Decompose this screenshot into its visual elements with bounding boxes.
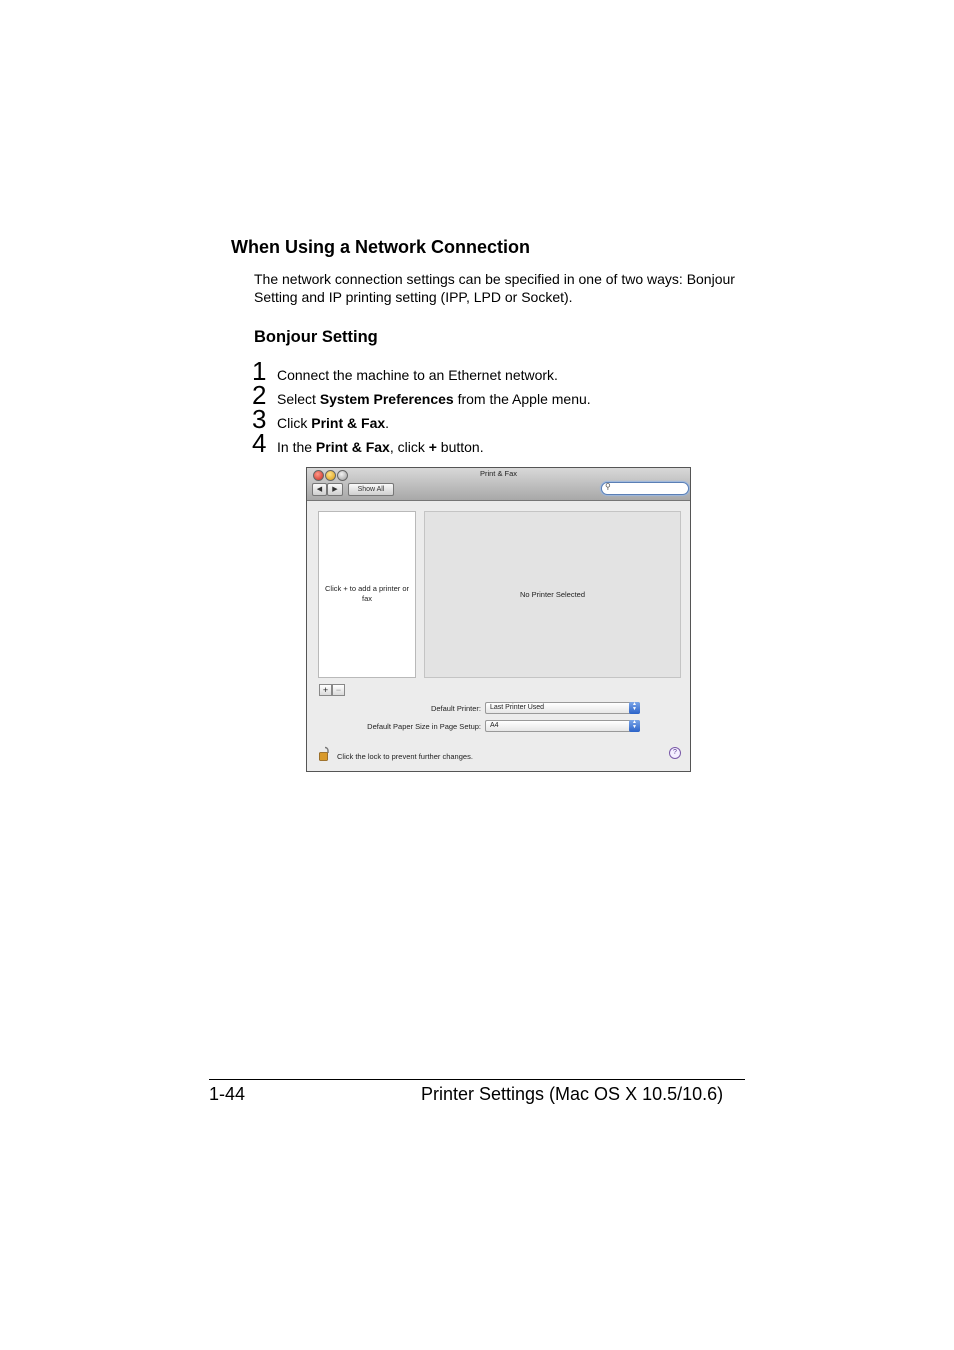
subsection-title: Bonjour Setting — [254, 328, 378, 346]
step-2 — [252, 380, 772, 412]
default-printer-popup[interactable] — [485, 702, 640, 714]
step-3 — [252, 404, 772, 436]
step-text: In the Print & Fax, click + button. — [277, 439, 484, 455]
step-1 — [252, 356, 772, 388]
popup-arrows-icon: ▲ ▼ — [629, 702, 640, 714]
list-hint: Click + to add a printer or fax — [325, 584, 409, 603]
search-input[interactable] — [601, 482, 689, 495]
paper-size-label: Default Paper Size in Page Setup: — [367, 722, 481, 731]
remove-printer-button[interactable]: − — [332, 684, 345, 696]
step-number: 2 — [252, 380, 267, 410]
step-text: Click Print & Fax. — [277, 415, 390, 431]
step-text: Connect the machine to an Ethernet network. — [277, 367, 558, 383]
paper-size-popup[interactable] — [485, 720, 640, 732]
step-number: 1 — [252, 356, 267, 386]
footer-rule — [209, 1079, 745, 1080]
add-printer-button[interactable]: + — [319, 684, 332, 696]
popup-arrows-icon: ▲ ▼ — [629, 720, 640, 732]
chapter-title: Printer Settings (Mac OS X 10.5/10.6) — [421, 1084, 724, 1104]
forward-button[interactable]: ▶ — [327, 483, 343, 496]
lock-icon[interactable] — [319, 746, 331, 761]
print-fax-window — [306, 467, 691, 772]
printer-detail-pane — [424, 511, 681, 678]
no-printer-message: No Printer Selected — [519, 590, 586, 599]
printer-list[interactable] — [318, 511, 416, 678]
section-title: When Using a Network Connection — [231, 237, 531, 257]
window-title: Print & Fax — [479, 469, 518, 478]
back-button[interactable]: ◀ — [312, 483, 327, 496]
window-toolbar — [307, 468, 690, 501]
default-printer-value: Last Printer Used — [490, 704, 545, 711]
lock-message: Click the lock to prevent further changes. — [337, 752, 473, 761]
show-all-button[interactable]: Show All — [348, 483, 394, 496]
step-number: 3 — [252, 404, 267, 434]
search-icon: ⚲ — [605, 482, 611, 491]
page-number: 1-44 — [209, 1084, 246, 1104]
intro-paragraph: The network connection settings can be specified in one of two ways: Bonjour Setting and IP printing setting (IPP, LPD or Socket). — [254, 271, 735, 305]
paper-size-value: A4 — [490, 722, 499, 729]
help-icon[interactable]: ? — [669, 747, 681, 759]
step-number: 4 — [252, 428, 267, 458]
step-text: Select System Preferences from the Apple menu. — [277, 391, 591, 407]
step-4 — [252, 428, 772, 460]
default-printer-label: Default Printer: — [430, 704, 481, 713]
